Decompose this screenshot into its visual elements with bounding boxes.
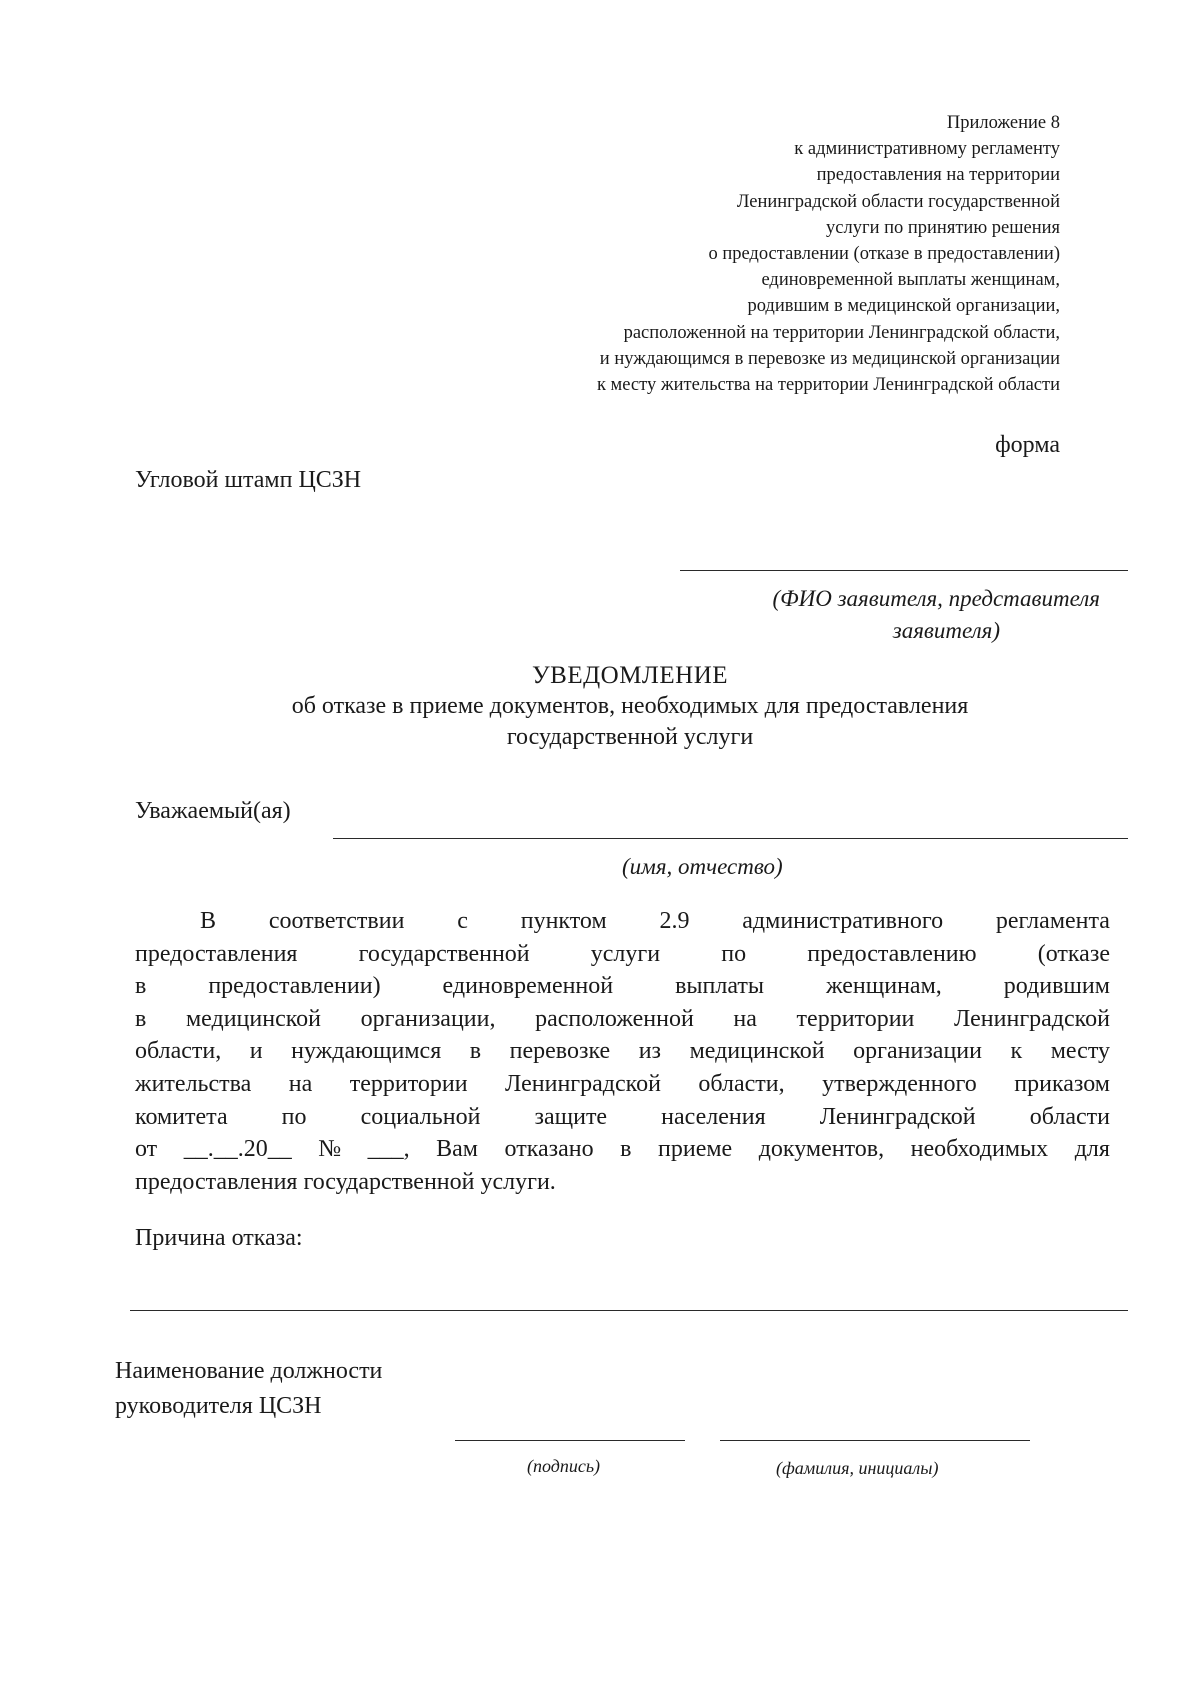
body-word: для (1074, 1136, 1110, 1163)
body-line (135, 905, 1110, 938)
name-initials-caption: (фамилия, инициалы) (776, 1458, 939, 1478)
body-word: организации (853, 1038, 982, 1065)
body-word: необходимых (910, 1136, 1049, 1163)
position-title-line1: Наименование должности (115, 1358, 383, 1384)
applicant-caption-line1: (ФИО заявителя, представителя (772, 586, 1100, 611)
body-word: регламента (995, 908, 1110, 934)
body-line (135, 1068, 1110, 1101)
body-word: и (249, 1038, 263, 1065)
body-word: услуги (590, 940, 661, 967)
appendix-line: услуги по принятию решения (826, 217, 1060, 238)
signature-line[interactable] (455, 1440, 685, 1441)
recipient-name-line[interactable] (333, 838, 1128, 839)
body-word: в (469, 1038, 482, 1065)
body-word: Ленинградской (505, 1070, 661, 1097)
applicant-caption-line2: заявителя) (892, 618, 1000, 643)
body-line (135, 1133, 1110, 1166)
body-line (135, 938, 1110, 971)
body-word: пунктом (520, 908, 607, 934)
body-word: Вам (436, 1136, 478, 1163)
body-word: из (638, 1038, 662, 1065)
stamp-label: Угловой штамп ЦСЗН (135, 467, 362, 493)
body-word: отказано (504, 1136, 594, 1163)
body-line (135, 1003, 1110, 1036)
appendix-line: Приложение 8 (946, 113, 1060, 133)
body-word: защите (534, 1103, 608, 1130)
body-word: области, (698, 1070, 785, 1097)
body-word: в (620, 1136, 632, 1163)
body-word: расположенной (535, 1005, 694, 1032)
body-word: перевозке (509, 1038, 611, 1065)
body-word: В (200, 908, 217, 934)
appendix-line: о предоставлении (отказе в предоставлении) (708, 244, 1060, 265)
body-word: административного (742, 908, 944, 934)
body-word: утвержденного (822, 1070, 977, 1097)
appendix-line: расположенной на территории Ленинградской области, (623, 322, 1060, 343)
body-word: Ленинградской (954, 1005, 1110, 1032)
name-initials-line[interactable] (720, 1440, 1030, 1441)
body-word: медицинской (689, 1038, 825, 1065)
notice-title: УВЕДОМЛЕНИЕ (531, 662, 729, 689)
body-word: месту (1050, 1038, 1110, 1065)
position-title (115, 1354, 382, 1424)
body-word: по (721, 940, 747, 967)
body-word: территории (796, 1005, 915, 1032)
body-line (135, 970, 1110, 1003)
body-word: комитета (135, 1103, 228, 1130)
body-word: приеме (658, 1136, 733, 1163)
body-word: к (1010, 1038, 1023, 1065)
body-word: в (135, 973, 147, 1000)
signature-caption: (подпись) (527, 1456, 601, 1476)
greeting-label: Уважаемый(ая) (135, 798, 291, 824)
body-word: территории (349, 1070, 468, 1097)
body-word: приказом (1014, 1070, 1110, 1097)
appendix-line: единовременной выплаты женщинам, (761, 270, 1060, 291)
body-word: социальной (360, 1103, 481, 1130)
body-word: выплаты (675, 973, 765, 1000)
body-word: документов, (758, 1136, 885, 1163)
body-word: с (457, 908, 468, 934)
body-word: предоставлении) (208, 973, 381, 1000)
appendix-line: родившим в медицинской организации, (747, 296, 1060, 317)
appendix-line: и нуждающимся в перевозке из медицинской организации (599, 348, 1060, 369)
body-line (135, 1101, 1110, 1134)
body-word: соответствии (268, 908, 405, 934)
body-word: жительства (135, 1070, 252, 1097)
body-word: области, (135, 1038, 222, 1065)
appendix-line: к месту жительства на территории Ленинградской области (596, 375, 1060, 396)
applicant-name-line[interactable] (680, 570, 1128, 571)
body-word: государственной (358, 940, 530, 967)
body-word: предоставлению (807, 940, 977, 967)
notice-subtitle-line2: государственной услуги (506, 724, 754, 750)
name-caption: (имя, отчество) (622, 854, 783, 879)
body-word: единовременной (442, 973, 614, 1000)
body-line (135, 1035, 1110, 1068)
position-title-line2: руководителя ЦСЗН (115, 1393, 322, 1419)
body-word: женщинам, (825, 973, 942, 1000)
body-word: родившим (1003, 973, 1110, 1000)
notice-subtitle-line1: об отказе в приеме документов, необходимых для предоставления (291, 693, 969, 719)
notice-title-block (180, 660, 1080, 753)
reason-line[interactable] (130, 1310, 1128, 1311)
body-word: нуждающимся (291, 1038, 442, 1065)
appendix-line: Ленинградской области государственной (736, 191, 1060, 212)
body-word: предоставления государственной услуги. (135, 1168, 556, 1195)
body-word: от (135, 1136, 158, 1163)
form-label: форма (995, 432, 1060, 458)
body-word: на (288, 1070, 313, 1097)
body-line (135, 1166, 1110, 1199)
body-paragraph (135, 905, 1110, 1198)
body-word: области (1029, 1103, 1110, 1130)
body-word: ___, (367, 1136, 410, 1163)
appendix-line: предоставления на территории (816, 165, 1060, 186)
body-word: (отказе (1037, 940, 1110, 967)
body-word: по (281, 1103, 307, 1130)
applicant-caption (640, 583, 1100, 647)
body-word: медицинской (185, 1005, 322, 1032)
appendix-line: к административному регламенту (794, 139, 1060, 160)
body-word: Ленинградской (819, 1103, 976, 1130)
body-word: __.__.20__ (183, 1136, 292, 1163)
body-word: организации, (360, 1005, 496, 1032)
body-word: в (135, 1005, 147, 1032)
appendix-header (420, 110, 1060, 398)
body-word: 2.9 (659, 908, 690, 934)
reason-label: Причина отказа: (135, 1225, 303, 1251)
body-word: № (318, 1136, 342, 1163)
body-word: населения (661, 1103, 766, 1130)
body-word: предоставления (135, 940, 298, 967)
body-word: на (733, 1005, 757, 1032)
